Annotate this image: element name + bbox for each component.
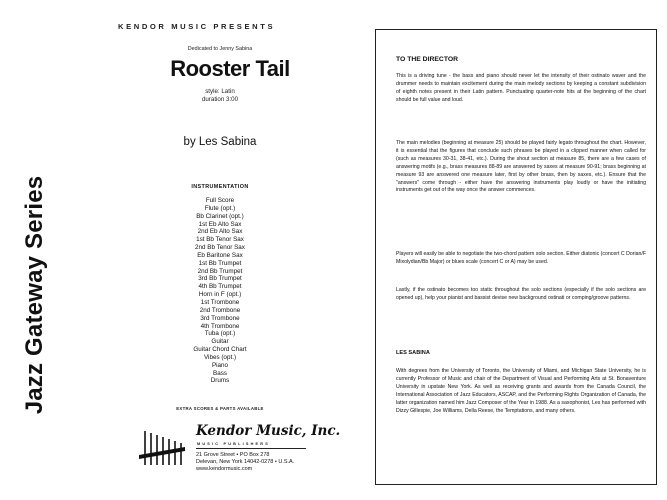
director-heading: TO THE DIRECTOR [396, 56, 459, 63]
instrument-item: Guitar Chord Chart [193, 346, 247, 354]
publisher-logo-name: Kendor Music, Inc. [196, 423, 341, 439]
address-line: 21 Grove Street • PO Box 278 [196, 452, 270, 458]
director-paragraph: Lastly, if the ostinato becomes too static throughout the solo sections (especially if the solo sections are opened up), help your pianist and bassist devise new background ostinati or comping/groove patterns. [396, 287, 646, 301]
instrumentation-list [150, 197, 290, 385]
piece-title: Rooster Tail [170, 56, 290, 81]
instrument-item: 2nd Eb Alto Sax [197, 228, 243, 236]
publisher-logo-subtitle: MUSIC PUBLISHERS [197, 442, 270, 446]
publisher-address [196, 452, 294, 473]
instrument-item: 3rd Trombone [200, 314, 240, 322]
instrumentation-heading: INSTRUMENTATION [191, 184, 249, 190]
instrument-item: Horn in F (opt.) [198, 291, 242, 299]
instrument-item: Drums [210, 377, 230, 385]
logo-divider [196, 448, 306, 449]
instrument-item: 2nd Trombone [199, 306, 241, 314]
series-title: Jazz Gateway Series [21, 175, 48, 415]
instrument-item: Vibes (opt.) [203, 353, 237, 361]
instrument-item: 2nd Bb Trumpet [197, 267, 243, 275]
instrument-item: Bb Clarinet (opt.) [196, 212, 244, 220]
style-line: style: Latin [205, 88, 235, 95]
instrument-item: 4th Trombone [200, 322, 240, 330]
series-banner [2, 105, 68, 485]
instrument-item: 3rd Bb Trumpet [198, 275, 242, 283]
kendor-logo-icon [137, 425, 187, 470]
instrument-item: 1st Trombone [200, 298, 240, 306]
duration-line: duration 3:00 [201, 96, 239, 103]
instrument-item: 4th Bb Trumpet [198, 283, 242, 291]
instrument-item: Piano [211, 361, 229, 369]
composer-byline: by Les Sabina [183, 136, 257, 148]
address-line: www.kendormusic.com [196, 466, 253, 473]
instrument-item: 2nd Bb Tenor Sax [195, 244, 245, 252]
composer-bio-heading: LES SABINA [396, 350, 430, 356]
instrument-item: Flute (opt.) [204, 204, 236, 212]
instrument-item: 1st Bb Tenor Sax [196, 236, 244, 244]
dedication: Dedicated to Jenny Sabina [187, 46, 253, 52]
director-paragraph: The main melodies (beginning at measure 25) should be played fairly legato throughout the chart. However, it is essential that the figures that conclude such phrases be played in a clipped manner when called for (such as measures 30-31, 38-41, etc.). During the shout section at measure 85, there are a few cases of answering motifs (e.g., brass measures 88-89 are answered by saxes at measure 90-91; brass beginning at measure 93 are answered one measure later, first by other brass, then by saxes, etc.). Ensure that the "answers" come through - either have the answering instruments play loudly or have the initiating instruments get out of the way once the answer commences. [396, 140, 646, 194]
composer-bio: With degrees from the University of Toronto, the University of Miami, and Michigan State University, he is currently Professor of Music and chair of the Department of Visual and Performing Arts at St. Bonaventure University in upstate New York. As well as receiving grants and awards from the Canada Council, the International Association of Jazz Educators, ASCAP, and the Performing Rights Organization of Canada, the latter organization named him Jazz Composer of the Year in 1988. As a saxophonist, Les has performed with Dizzy Gillespie, Joe Williams, Della Reese, the Temptations, and many others. [396, 368, 646, 414]
instrument-item: Tuba (opt.) [204, 330, 236, 338]
address-line: Delevan, New York 14042-0278 • U.S.A. [196, 459, 295, 466]
director-paragraph: This is a driving tune - the bass and piano should never let the intensity of their ostinato waver and the drummer needs to maintain excitement during the main melody sections by keeping a constant subdivision of eighth notes present in their Latin pattern. Punctuating quarter-note hits at the beginning of the chart should be full value and loud. [396, 73, 646, 103]
director-paragraph: Players will easily be able to negotiate the two-chord pattern solo section. Either diatonic (concert C Dorian/F Mixolydian/Bb Major) or blues scale (concert C or A) may be used. [396, 251, 646, 265]
instrument-item: 1st Bb Trumpet [198, 259, 242, 267]
instrument-item: Full Score [205, 197, 235, 204]
instrument-item: Eb Baritone Sax [197, 251, 243, 259]
instrument-item: Bass [213, 369, 227, 377]
notes-panel [375, 29, 657, 485]
instrument-item: Guitar [211, 338, 229, 346]
publisher-header: KENDOR MUSIC PRESENTS [118, 22, 276, 31]
extra-parts-note: EXTRA SCORES & PARTS AVAILABLE [176, 406, 264, 411]
instrument-item: 1st Eb Alto Sax [198, 220, 242, 228]
